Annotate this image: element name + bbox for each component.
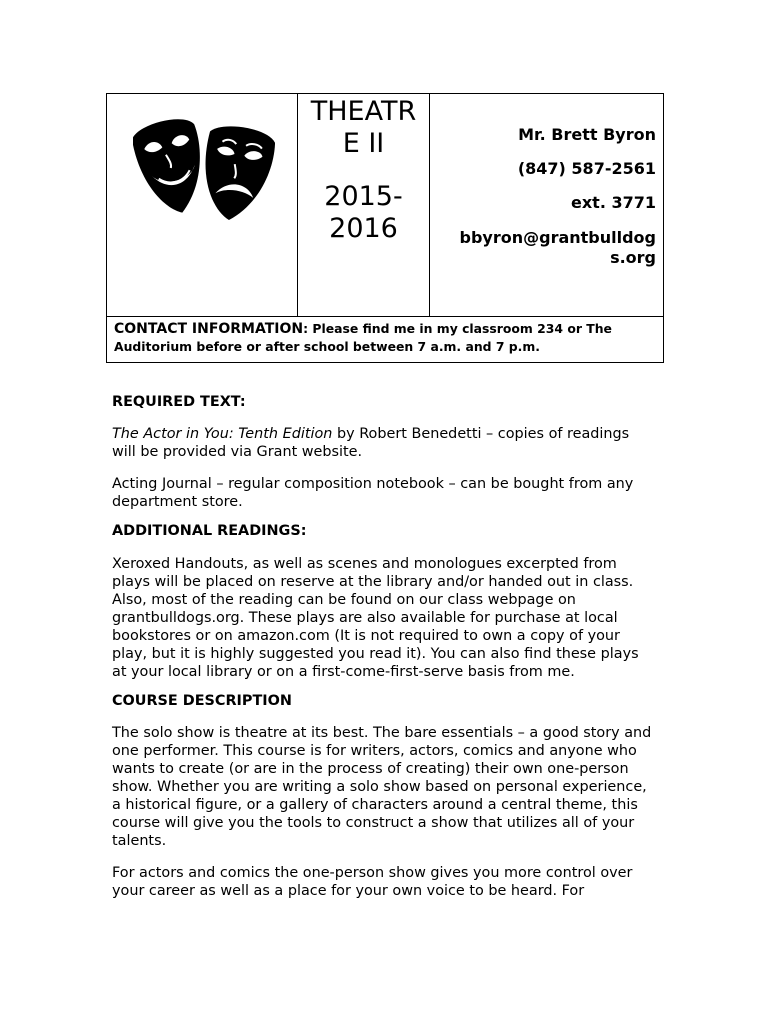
contact-text: : Please find me in my classroom 234 or The Auditorium before or after school between 7 a.m. and 7 p.m.	[114, 321, 612, 354]
teacher-info-cell	[430, 94, 663, 316]
course-description-para1: The solo show is theatre at its best. The bare essentials – a good story and one performer. This course is for writers, actors, comics and anyone who wants to create (or are in the process of creating) their own one-person show. Whether you are writing a solo show based on personal experience, a historical figure, or a gallery of characters around a central theme, this course will give you the tools to construct a show that utilizes all of your talents.	[112, 725, 652, 849]
required-text-journal: Acting Journal – regular composition notebook – can be bought from any department store.	[112, 476, 634, 510]
teacher-email-line1: bbyron@grantbulldog	[459, 228, 656, 247]
course-description-heading: COURSE DESCRIPTION	[112, 693, 292, 709]
teacher-extension: ext. 3771	[571, 193, 656, 212]
book-description: by Robert Benedetti – copies of readings will be provided via Grant website.	[112, 426, 630, 460]
course-title: THEATR E II	[310, 96, 417, 159]
logo-cell	[107, 94, 298, 316]
book-title: The Actor in You: Tenth Edition	[112, 426, 333, 442]
course-year: 2015- 2016	[324, 181, 403, 244]
teacher-email	[430, 228, 656, 268]
contact-label: CONTACT INFORMATION	[114, 321, 304, 337]
additional-readings-heading: ADDITIONAL READINGS:	[112, 523, 307, 539]
theatre-masks-icon	[133, 114, 275, 226]
course-title-cell	[298, 94, 430, 316]
additional-readings-text: Xeroxed Handouts, as well as scenes and monologues excerpted from plays will be placed on reserve at the library and/or handed out in class. Also, most of the reading can be found on our class webpage on grantbulldogs.org. These plays are also available for purchase at local bookstores or on amazon.com (It is not required to own a copy of your play, but it is highly suggested you read it). You can also find these plays at your local library or on a first-come-first-serve basis from me.	[112, 556, 639, 680]
required-text-book	[112, 425, 657, 461]
course-description-para2: For actors and comics the one-person show gives you more control over your career as well as a place for your own voice to be heard. For	[112, 865, 633, 899]
contact-information-cell	[107, 316, 663, 362]
teacher-name: Mr. Brett Byron	[518, 125, 656, 144]
header-table	[106, 93, 664, 363]
teacher-phone: (847) 587-2561	[517, 159, 656, 178]
required-text-heading: REQUIRED TEXT:	[112, 394, 246, 410]
teacher-email-line2: s.org	[610, 248, 656, 267]
